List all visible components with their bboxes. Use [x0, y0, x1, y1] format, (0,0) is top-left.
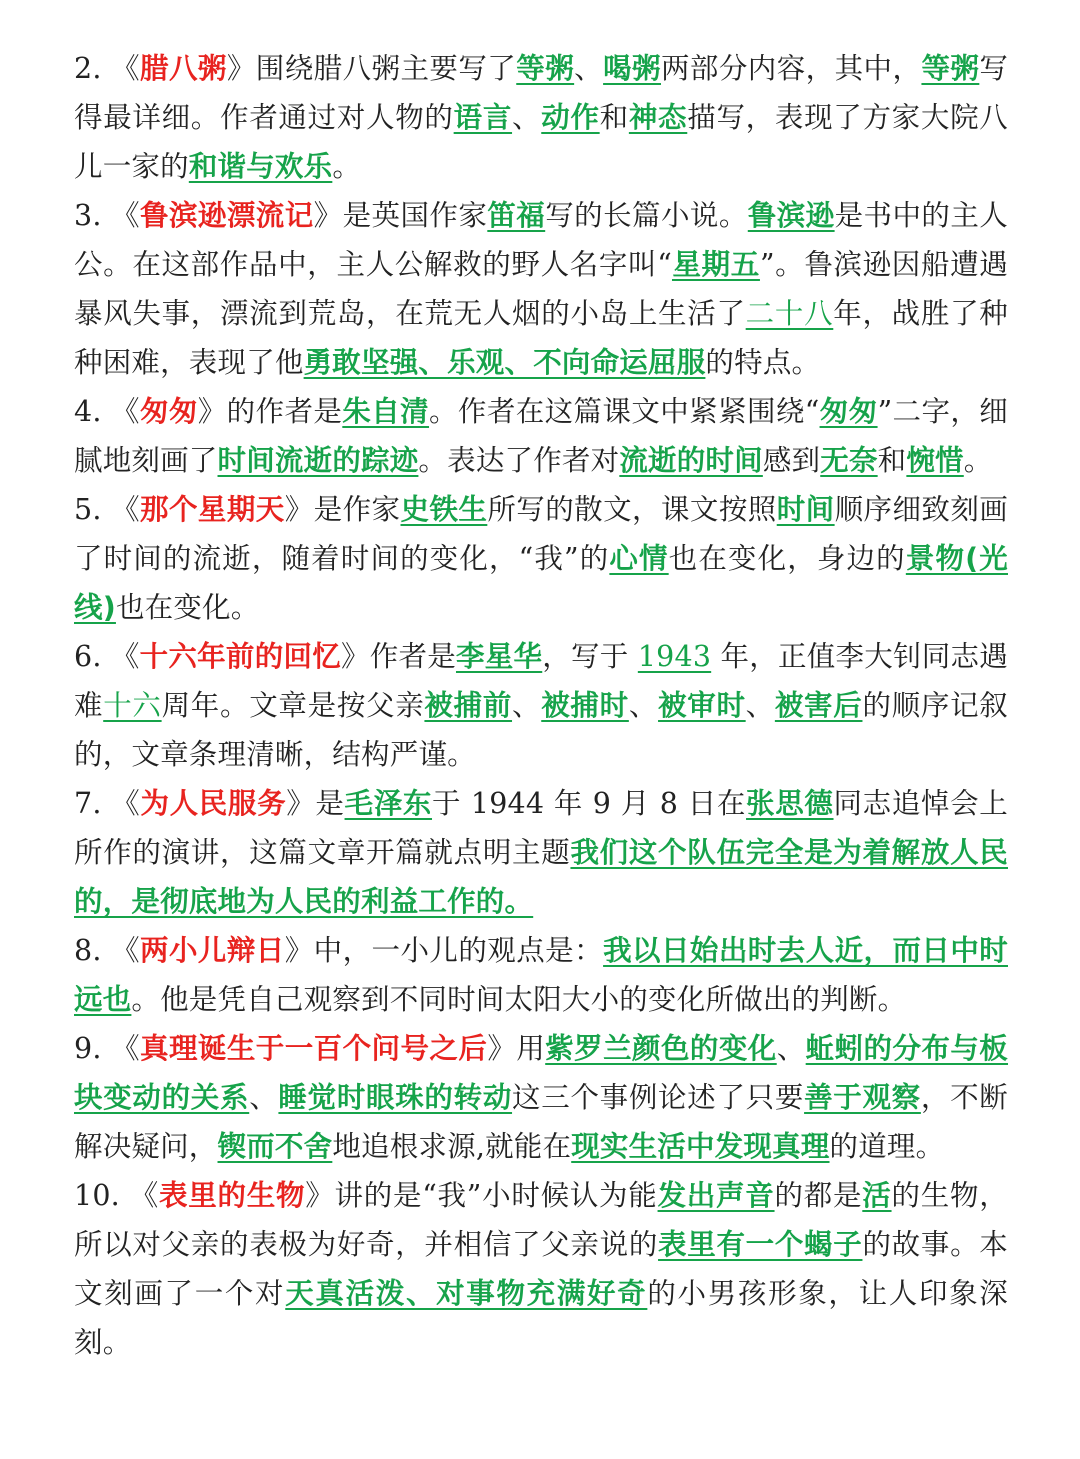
- answer-keyword: 景物(光线): [74, 542, 1008, 624]
- work-title: 鲁滨逊漂流记: [140, 199, 314, 232]
- body-text: 、: [249, 1081, 279, 1114]
- body-text: 这三个事例论述了只要: [512, 1081, 805, 1114]
- answer-keyword: 善于观察: [804, 1081, 921, 1114]
- answer-keyword: 无奈: [820, 444, 878, 477]
- note-item-5: [74, 485, 1008, 632]
- body-text: 》中，一小儿的观点是：: [284, 934, 604, 967]
- body-text: 和: [877, 444, 907, 477]
- body-text: 同志追悼会上所作的演讲，这篇文章开篇就点明主题: [74, 787, 1008, 869]
- note-item-8: [74, 926, 1008, 1024]
- answer-keyword: 惋惜: [906, 444, 964, 477]
- answer-keyword: 被捕时: [541, 689, 629, 722]
- body-text: 》是作家: [284, 493, 401, 526]
- body-text: 、: [776, 1032, 806, 1065]
- note-item-6: [74, 632, 1008, 779]
- answer-keyword: 现实生活中发现真理: [571, 1130, 830, 1163]
- note-item-9: [74, 1024, 1008, 1171]
- answer-keyword: 史铁生: [400, 493, 488, 526]
- body-text: 的故事。本文刻画了一个对: [74, 1228, 1008, 1310]
- body-text: 的特点。: [705, 346, 821, 379]
- body-text: 9. 《: [74, 1032, 141, 1065]
- answer-keyword: 1943: [637, 640, 712, 673]
- body-text: 的小男孩形象，让人印象深刻。: [74, 1277, 1008, 1359]
- answer-keyword: 发出声音: [657, 1179, 775, 1212]
- body-text: 。表达了作者对: [418, 444, 620, 477]
- work-title: 真理诞生于一百个问号之后: [140, 1032, 488, 1065]
- answer-keyword: 锲而不舍: [217, 1130, 333, 1163]
- work-title: 腊八粥: [140, 52, 227, 85]
- body-text: 7. 《: [74, 787, 141, 820]
- study-notes-document: [74, 44, 1008, 1367]
- answer-keyword: 和谐与欢乐: [188, 150, 333, 183]
- answer-keyword: 动作: [541, 101, 600, 134]
- body-text: 3. 《: [74, 199, 141, 232]
- note-item-10: [74, 1171, 1008, 1367]
- answer-keyword: 我以日始出时去人近，而日中时远也: [74, 934, 1008, 1016]
- note-item-7: [74, 779, 1008, 926]
- answer-keyword: 毛泽东: [344, 787, 433, 820]
- body-text: 的顺序记叙的，文章条理清晰，结构严谨。: [74, 689, 1008, 771]
- answer-keyword: 表里有一个蝎子: [658, 1228, 863, 1261]
- work-title: 两小儿辩日: [140, 934, 285, 967]
- answer-keyword: 星期五: [671, 248, 760, 281]
- answer-keyword: 喝粥: [603, 52, 661, 85]
- note-item-3: [74, 191, 1008, 387]
- work-title: 为人民服务: [140, 787, 287, 820]
- answer-keyword: 勇敢坚强、乐观、不向命运屈服: [303, 346, 706, 379]
- answer-keyword: 天真活泼、对事物充满好奇: [285, 1277, 648, 1310]
- body-text: 、: [512, 101, 542, 134]
- body-text: 、: [512, 689, 542, 722]
- answer-keyword: 活: [862, 1179, 892, 1212]
- body-text: 5. 《: [74, 493, 141, 526]
- body-text: 于 1944 年 9 月 8 日在: [432, 787, 747, 820]
- body-text: 》是: [286, 787, 345, 820]
- answer-keyword: 我们这个队伍完全是为着解放人民的，是彻底地为人民的利益工作的。: [74, 836, 1008, 918]
- answer-keyword: 时间: [776, 493, 835, 526]
- body-text: 的道理。: [829, 1130, 945, 1163]
- body-text: 感到: [762, 444, 821, 477]
- body-text: 6. 《: [74, 640, 140, 673]
- work-title: 匆匆: [139, 395, 198, 428]
- body-text: 、: [745, 689, 775, 722]
- body-text: ，写于: [542, 640, 638, 673]
- body-text: 。他是凭自己观察到不同时间太阳大小的变化所做出的判断。: [131, 983, 907, 1016]
- body-text: ”。鲁滨逊因船遭遇暴风失事，漂流到荒岛，在荒无人烟的小岛上生活了: [74, 248, 1008, 330]
- body-text: 10. 《: [74, 1179, 159, 1212]
- body-text: 是书中的主人公。在这部作品中，主人公解救的野人名字叫“: [74, 199, 1009, 281]
- work-title: 表里的生物: [158, 1179, 306, 1212]
- body-text: 、: [628, 689, 659, 722]
- body-text: 》是英国作家: [313, 199, 488, 232]
- body-text: 周年。文章是按父亲: [161, 689, 425, 722]
- body-text: 。: [963, 444, 993, 477]
- body-text: 2. 《: [74, 52, 141, 85]
- body-text: 》围绕腊八粥主要写了: [226, 52, 517, 85]
- answer-keyword: 笛福: [487, 199, 546, 232]
- answer-keyword: 时间流逝的踪迹: [217, 444, 419, 477]
- body-text: 、: [574, 52, 604, 85]
- body-text: 》讲的是“我”小时候认为能: [305, 1179, 658, 1212]
- answer-keyword: 睡觉时眼珠的转动: [278, 1081, 513, 1114]
- body-text: 顺序细致刻画了时间的流逝，随着时间的变化，“我”的: [74, 493, 1008, 575]
- answer-keyword: 等粥: [921, 52, 980, 85]
- body-text: 。作者在这篇课文中紧紧围绕“: [429, 395, 820, 428]
- note-item-4: [74, 387, 1008, 485]
- answer-keyword: 蚯蚓的分布与板块变动的关系: [74, 1032, 1009, 1114]
- body-text: 写得最详细。作者通过对人物的: [74, 52, 1009, 134]
- answer-keyword: 等粥: [516, 52, 575, 85]
- answer-keyword: 心情: [609, 542, 669, 575]
- body-text: ，不断解决疑问，: [74, 1081, 1008, 1163]
- body-text: 的生物，所以对父亲的表极为好奇，并相信了父亲说的: [74, 1179, 1008, 1261]
- answer-keyword: 神态: [628, 101, 688, 134]
- answer-keyword: 被害后: [774, 689, 863, 722]
- body-text: 也在变化。: [115, 591, 260, 624]
- body-text: 地追根求源,就能在: [332, 1130, 572, 1163]
- body-text: 所写的散文，课文按照: [487, 493, 777, 526]
- body-text: 和: [599, 101, 629, 134]
- answer-keyword: 流逝的时间: [619, 444, 763, 477]
- work-title: 那个星期天: [140, 493, 285, 526]
- body-text: ”二字，细腻地刻画了: [74, 395, 1008, 477]
- body-text: 年，战胜了种种困难，表现了他: [74, 297, 1008, 379]
- body-text: 两部分内容，其中，: [660, 52, 922, 85]
- answer-keyword: 语言: [453, 101, 513, 134]
- body-text: 的都是: [774, 1179, 863, 1212]
- answer-keyword: 鲁滨逊: [747, 199, 835, 232]
- answer-keyword: 被审时: [658, 689, 746, 722]
- answer-keyword: 被捕前: [424, 689, 513, 722]
- body-text: 年，正值李大钊同志遇难: [74, 640, 1008, 722]
- body-text: 写的长篇小说。: [545, 199, 748, 232]
- body-text: 8. 《: [74, 934, 141, 967]
- body-text: 4. 《: [74, 395, 140, 428]
- work-title: 十六年前的回忆: [139, 640, 341, 673]
- answer-keyword: 张思德: [746, 787, 834, 820]
- body-text: 描写，表现了方家大院八儿一家的: [74, 101, 1008, 183]
- answer-keyword: 紫罗兰颜色的变化: [545, 1032, 777, 1065]
- answer-keyword: 朱自清: [342, 395, 430, 428]
- answer-keyword: 匆匆: [819, 395, 878, 428]
- body-text: 》用: [487, 1032, 546, 1065]
- answer-keyword: 十六: [103, 689, 162, 722]
- body-text: 也在变化，身边的: [668, 542, 906, 575]
- body-text: 》的作者是: [197, 395, 343, 428]
- answer-keyword: 二十八: [745, 297, 834, 330]
- body-text: 。: [332, 150, 362, 183]
- answer-keyword: 李星华: [455, 640, 543, 673]
- note-item-2: [74, 44, 1008, 191]
- body-text: 》作者是: [340, 640, 456, 673]
